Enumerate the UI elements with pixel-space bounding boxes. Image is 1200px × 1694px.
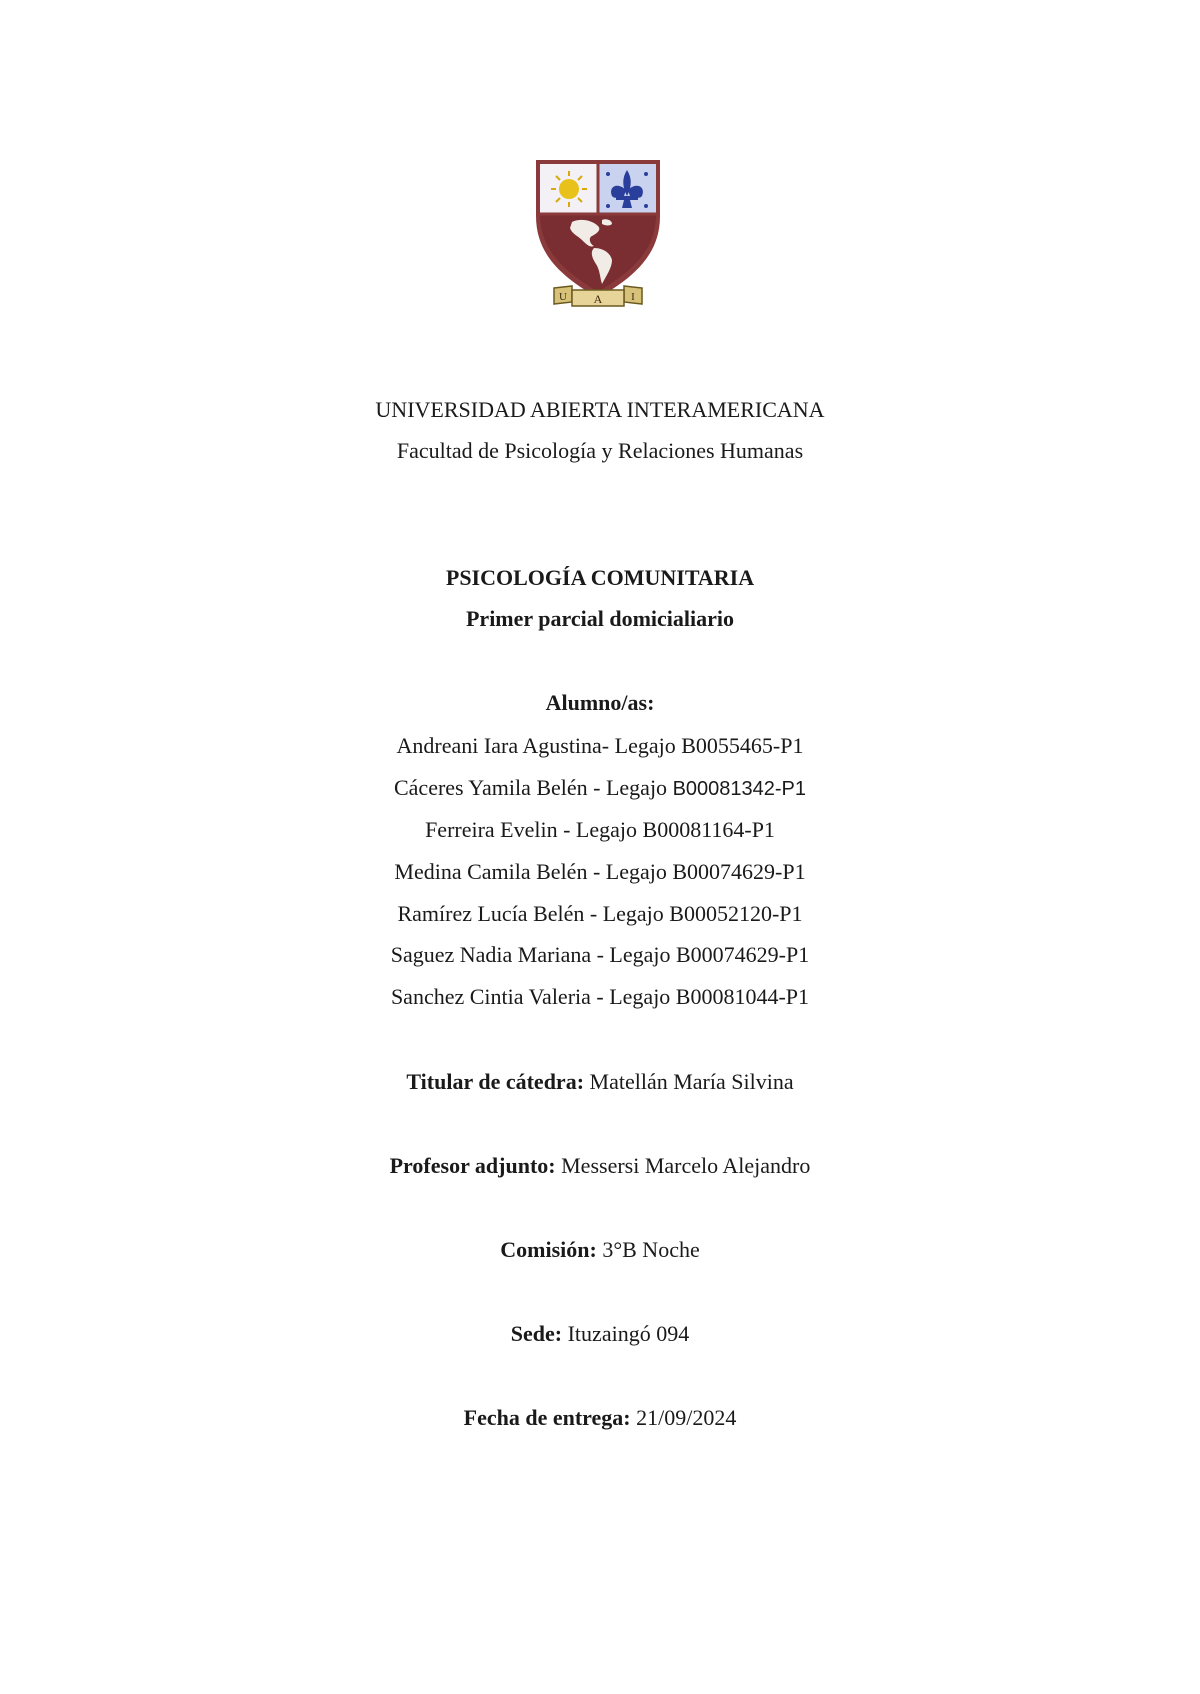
comision-value: 3°B Noche — [596, 1237, 700, 1262]
logo-letter-i: I — [631, 291, 635, 303]
student-line: Saguez Nadia Mariana - Legajo B00074629-P1 — [390, 942, 810, 967]
course-title: PSICOLOGÍA COMUNITARIA — [445, 565, 755, 590]
university-name: UNIVERSIDAD ABIERTA INTERAMERICANA — [375, 397, 825, 422]
adjunto-line — [0, 1152, 1200, 1180]
titular-value: Matellán María Silvina — [584, 1069, 794, 1094]
student-line: Ferreira Evelin - Legajo B00081164-P1 — [425, 817, 775, 842]
comision-label: Comisión: — [500, 1237, 597, 1262]
sede-line — [0, 1320, 1200, 1348]
sede-value: Ituzaingó 094 — [562, 1321, 690, 1346]
university-crest-logo — [532, 156, 664, 316]
student-name-caceres: Cáceres Yamila Belén - Legajo — [393, 775, 673, 800]
student-line: Medina Camila Belén - Legajo B00074629-P1 — [394, 859, 806, 884]
student-line: Sanchez Cintia Valeria - Legajo B00081044-P1 — [390, 984, 810, 1009]
logo-letter-u: U — [559, 291, 567, 303]
course-subtitle: Primer parcial domicialiario — [465, 606, 735, 631]
sede-label: Sede: — [510, 1321, 563, 1346]
fecha-value: 21/09/2024 — [630, 1405, 737, 1430]
student-line: Andreani Iara Agustina- Legajo B0055465-P1 — [396, 733, 804, 758]
fecha-label: Fecha de entrega: — [463, 1405, 631, 1430]
logo-letter-a: A — [593, 292, 603, 306]
student-legajo-caceres: B00081342-P1 — [672, 778, 807, 800]
titular-label: Titular de cátedra: — [406, 1069, 585, 1094]
students-label: Alumno/as: — [545, 690, 655, 715]
fecha-line — [0, 1404, 1200, 1432]
student-line: Ramírez Lucía Belén - Legajo B00052120-P1 — [397, 901, 803, 926]
student-line — [0, 774, 1200, 803]
comision-line — [0, 1236, 1200, 1264]
faculty-name: Facultad de Psicología y Relaciones Humanas — [396, 438, 804, 463]
titular-line — [0, 1068, 1200, 1096]
adjunto-value: Messersi Marcelo Alejandro — [555, 1153, 811, 1178]
adjunto-label: Profesor adjunto: — [389, 1153, 556, 1178]
